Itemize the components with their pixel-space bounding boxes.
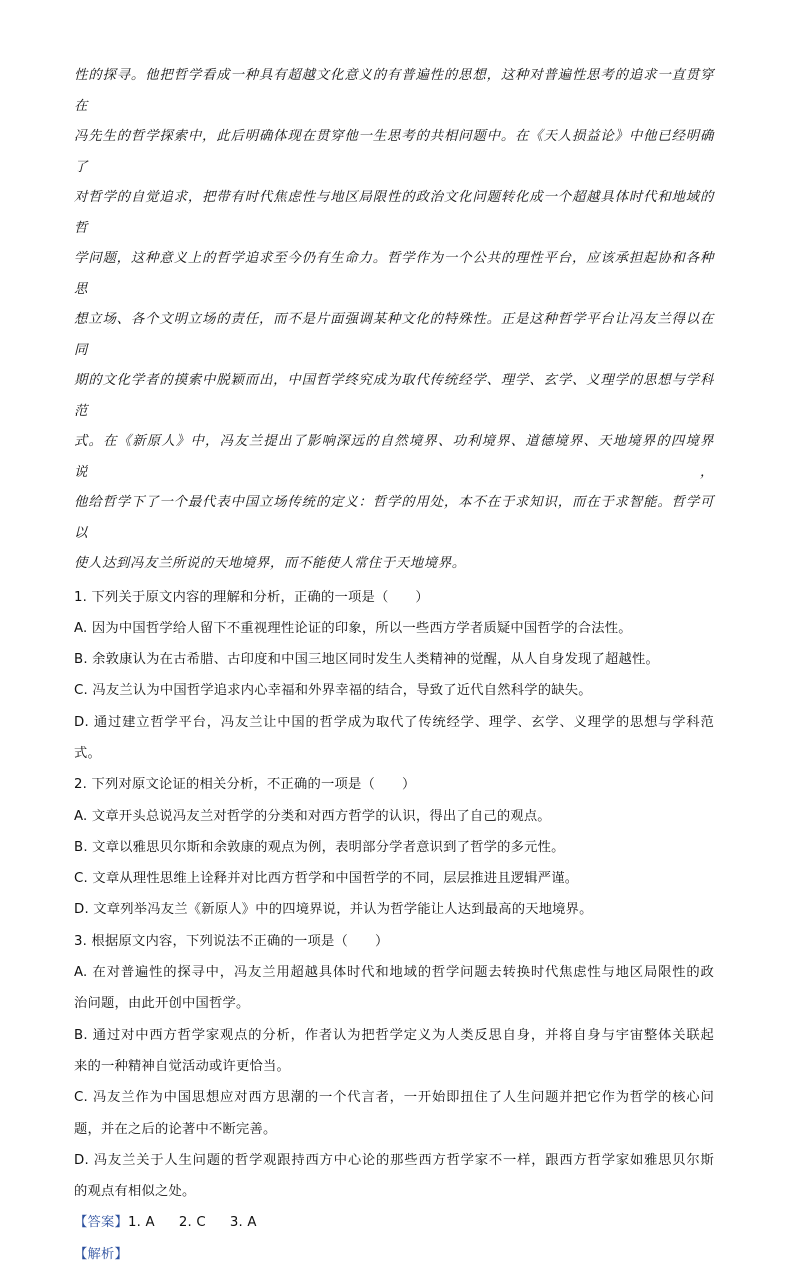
option-line: C. 冯友兰作为中国思想应对西方思潮的一个代言者，一开始即扭住了人生问题并把它作为哲学的核心问 xyxy=(74,1090,714,1106)
passage-line: 使人达到冯友兰所说的天地境界，而不能使人常住于天地境界。 xyxy=(74,556,466,571)
option-line: D. 通过建立哲学平台，冯友兰让中国的哲学成为取代了传统经学、理学、玄学、义理学的思想与学科范 xyxy=(74,714,714,730)
answer-label: 【答案】 xyxy=(74,1215,128,1231)
answer-row xyxy=(74,1207,714,1238)
option-line: C. 文章从理性思维上诠释并对比西方哲学和中国哲学的不同，层层推进且逻辑严谨。 xyxy=(74,871,579,887)
passage-line: 冯先生的哲学探索中，此后明确体现在贯穿他一生思考的共相问题中。在《天人损益论》中他已经明确了 xyxy=(74,129,714,175)
option-line: 式。 xyxy=(74,745,101,761)
option-line: D. 冯友兰关于人生问题的哲学观跟持西方中心论的那些西方哲学家不一样，跟西方哲学家如雅思贝尔斯 xyxy=(74,1152,714,1168)
question-stem: 1. 下列关于原文内容的理解和分析，正确的一项是（ ） xyxy=(74,589,429,605)
question-list xyxy=(74,582,714,1208)
answer-item: 2. C xyxy=(178,1215,206,1231)
question-stem: 3. 根据原文内容，下列说法不正确的一项是（ ） xyxy=(74,933,389,949)
option-line: B. 文章以雅思贝尔斯和余敦康的观点为例，表明部分学者意识到了哲学的多元性。 xyxy=(74,839,565,855)
answer-item: 3. A xyxy=(229,1215,257,1231)
question-block xyxy=(74,582,714,770)
question-stem: 2. 下列对原文论证的相关分析，不正确的一项是（ ） xyxy=(74,777,416,793)
option-line: B. 余敦康认为在古希腊、古印度和中国三地区同时发生人类精神的觉醒，从人自身发现了超越性。 xyxy=(74,652,660,668)
passage-line: 期的文化学者的摸索中脱颖而出，中国哲学终究成为取代传统经学、理学、玄学、义理学的思想与学科范 xyxy=(74,373,714,419)
reading-passage xyxy=(74,61,714,580)
option-line: A. 在对普遍性的探寻中，冯友兰用超越具体时代和地域的哲学问题去转换时代焦虑性与地区局限性的政 xyxy=(74,965,714,981)
option-line: 的观点有相似之处。 xyxy=(74,1184,196,1200)
option-line: C. 冯友兰认为中国哲学追求内心幸福和外界幸福的结合，导致了近代自然科学的缺失。 xyxy=(74,683,592,699)
answer-item: 1. A xyxy=(128,1215,155,1231)
analysis-label: 【解析】 xyxy=(74,1246,128,1262)
option-line: A. 文章开头总说冯友兰对哲学的分类和对西方哲学的认识，得出了自己的观点。 xyxy=(74,808,551,824)
option-line: 来的一种精神自觉活动或许更恰当。 xyxy=(74,1058,290,1074)
question-block xyxy=(74,926,714,1208)
passage-line: 式。在《新原人》中，冯友兰提出了影响深远的自然境界、功利境界、道德境界、天地境界的四境界说， xyxy=(74,434,714,480)
passage-line: 对哲学的自觉追求，把带有时代焦虑性与地区局限性的政治文化问题转化成一个超越具体时代和地域的哲 xyxy=(74,190,714,236)
passage-line: 想立场、各个文明立场的责任，而不是片面强调某种文化的特殊性。正是这种哲学平台让冯友兰得以在同 xyxy=(74,312,714,358)
option-line: A. 因为中国哲学给人留下不重视理性论证的印象，所以一些西方学者质疑中国哲学的合法性。 xyxy=(74,620,632,636)
passage-line: 他给哲学下了一个最代表中国立场传统的定义：哲学的用处，本不在于求知识，而在于求智能。哲学可以 xyxy=(74,495,714,541)
option-line: 题，并在之后的论著中不断完善。 xyxy=(74,1121,277,1137)
passage-line: 性的探寻。他把哲学看成一种具有超越文化意义的有普遍性的思想，这种对普遍性思考的追求一直贯穿在 xyxy=(74,68,714,114)
analysis-row xyxy=(74,1239,714,1270)
option-line: D. 文章列举冯友兰《新原人》中的四境界说，并认为哲学能让人达到最高的天地境界。 xyxy=(74,902,593,918)
option-line: 治问题，由此开创中国哲学。 xyxy=(74,996,250,1012)
option-line: B. 通过对中西方哲学家观点的分析，作者认为把哲学定义为人类反思自身，并将自身与宇宙整体关联起 xyxy=(74,1027,714,1043)
passage-line: 学问题，这种意义上的哲学追求至今仍有生命力。哲学作为一个公共的理性平台，应该承担起协和各种思 xyxy=(74,251,714,297)
question-block xyxy=(74,769,714,925)
